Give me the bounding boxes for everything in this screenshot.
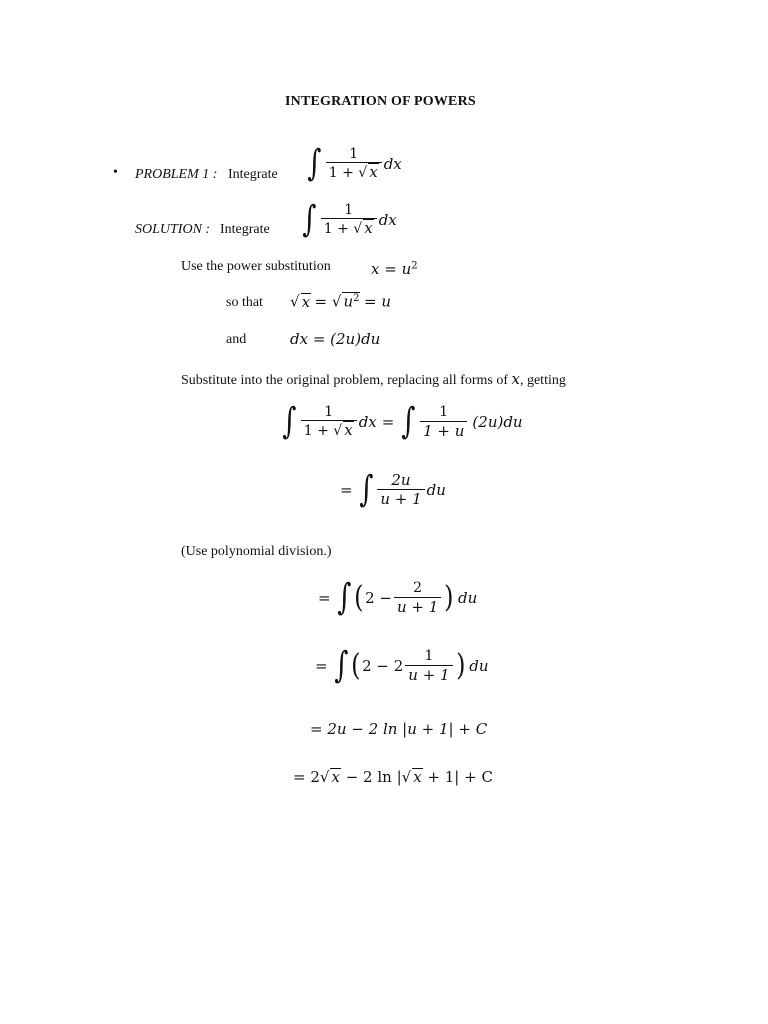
solution-verb: Integrate [220,222,270,237]
fraction: $\frac{1}{1 + √ x}$ [326,146,382,182]
solution-integral-expression [300,199,397,240]
problem-label: PROBLEM 1 : [135,167,218,182]
substitution-equation: $x = u^2$ [371,260,418,278]
substituted-integral-equation: ∫ $\frac{1}{1 + √ x}$ dx = ∫ $\frac{1}{1 + u}$ (2u)du [282,401,523,442]
step-2-minus-2-over-u-plus-1: = ∫ ( 2 − $\frac{2}{u + 1}$ ) du [318,577,478,618]
solution-label: SOLUTION : [135,222,211,237]
substitute-text: Substitute into the original problem, replacing all forms of x, getting [181,370,566,388]
step-2u-over-u-plus-1: = ∫ $\frac{2u}{u + 1}$ du [340,469,446,511]
and-text: and [226,332,247,347]
polynomial-division-note: (Use polynomial division.) [181,544,332,559]
problem-integral-expression [305,143,402,184]
result-in-u: = 2u − 2 ln |u + 1| + C [310,720,488,738]
problem-verb: Integrate [228,167,278,182]
page-title: INTEGRATION OF POWERS [285,94,476,109]
dx: dx [383,155,402,173]
sqrt-equation: √ x = √ $u^2 = u$ [290,292,391,311]
integral-sign: ∫ [302,199,317,240]
substitution-text: Use the power substitution [181,259,331,274]
dx-equation: dx = (2u)du [290,330,381,348]
bullet-marker: • [113,165,118,180]
result-in-x: = 2√ x − 2 ln |√ x + 1| + C [293,768,493,786]
step-2-minus-2-times-1-over-u-plus-1: = ∫ ( 2 − 2 $\frac{1}{u + 1}$ ) du [315,645,489,686]
integral-sign: ∫ [307,143,322,184]
fraction: $\frac{1}{1 + √ x}$ [321,202,377,238]
dx: dx [378,211,397,229]
so-that-text: so that [226,295,263,310]
